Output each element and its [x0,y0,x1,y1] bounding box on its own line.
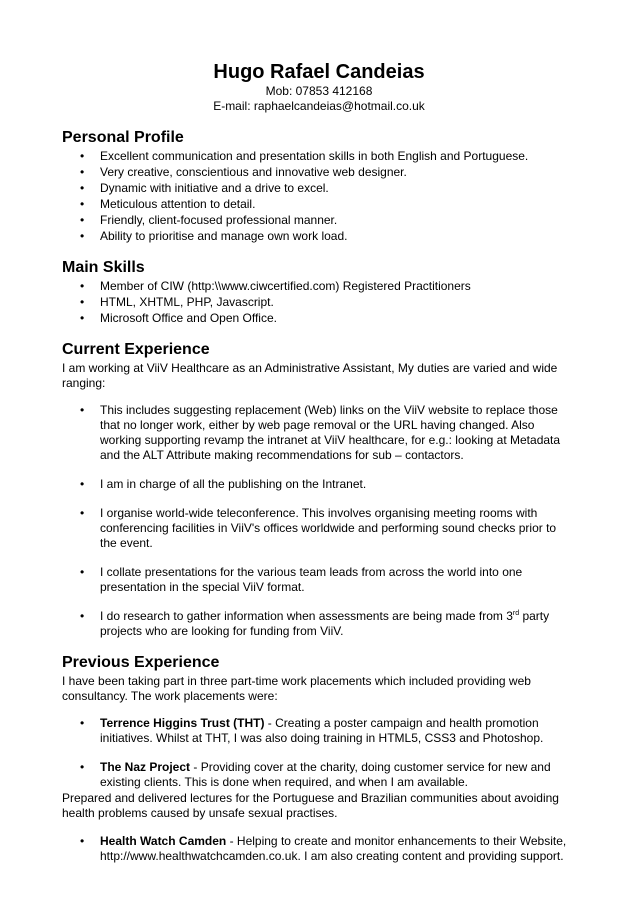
list-item [100,760,576,790]
research-text-end: party projects who are looking for funding from ViiV. [100,609,550,638]
email-address: E-mail: raphaelcandeias@hotmail.co.uk [213,99,425,113]
list-item: • Member of CIW (http:\\www.ciwcertified.com) Registered Practitioners [100,279,576,294]
placement-description: - Helping to create and monitor enhancements to their Website, http://www.healthwatchcamden.co.uk. I am also creating content and providing support. [100,834,567,863]
research-text-start: I do research to gather information when assessments are being made from 3 [100,609,513,623]
list-item: • Dynamic with initiative and a drive to excel. [100,181,576,196]
list-item: • Microsoft Office and Open Office. [100,311,576,326]
list-item: • Meticulous attention to detail. [100,197,576,212]
personal-profile-list [62,149,576,244]
placement-title: Health Watch Camden [100,834,227,848]
candidate-name: Hugo Rafael Candeias [213,61,425,83]
list-item: • This includes suggesting replacement (Web) links on the ViiV website to replace those that no longer work, either by web page removal or the URL having changed. Also working supporting revamp the intranet at ViiV healthcare, for e.g.: looking at Metadata and the ALT Attribute making recommendations for sub – contactors. [100,403,576,463]
list-item: • I am in charge of all the publishing on the Intranet. [100,477,576,492]
previous-experience-list [62,716,576,790]
ordinal-superscript: rd [512,610,520,617]
placement-description: - Creating a poster campaign and health promotion initiatives. Whilst at THT, I was also doing training in HTML5, CSS3 and Photoshop. [100,716,544,745]
previous-experience-list-2 [62,834,576,864]
list-item: • HTML, XHTML, PHP, Javascript. [100,295,576,310]
main-skills-list [62,279,576,326]
section-heading-main-skills: Main Skills [62,259,145,276]
list-item: • Ability to prioritise and manage own work load. [100,229,576,244]
previous-experience-intro: I have been taking part in three part-time work placements which included providing web consultancy. The work placements were: [62,674,531,703]
list-item: • I collate presentations for the various team leads from across the world into one presentation in the special ViiV format. [100,565,576,595]
placement-title: The Naz Project [100,760,191,774]
list-item: • Very creative, conscientious and innovative web designer. [100,165,576,180]
current-experience-intro: I am working at ViiV Healthcare as an Administrative Assistant, My duties are varied and wide ranging: [62,361,558,390]
list-item: • I organise world-wide teleconference. This involves organising meeting rooms with conferencing facilities in ViiV's offices worldwide and performing sound checks prior to the event. [100,506,576,551]
list-item [100,609,576,639]
list-item [100,716,576,746]
section-heading-personal-profile: Personal Profile [62,129,184,146]
naz-project-note: Prepared and delivered lectures for the Portuguese and Brazilian communities about avoiding health problems caused by unsafe sexual practises. [62,791,559,820]
placement-description: - Providing cover at the charity, doing customer service for new and existing clients. This is done when required, and when I am available. [100,760,551,789]
section-heading-previous-experience: Previous Experience [62,654,220,671]
mobile-number: Mob: 07853 412168 [265,84,373,98]
cv-header [62,60,576,114]
current-experience-list [62,403,576,639]
placement-title: Terrence Higgins Trust (THT) [100,716,265,730]
list-item [100,834,576,864]
list-item: • Friendly, client-focused professional manner. [100,213,576,228]
section-heading-current-experience: Current Experience [62,341,210,358]
list-item: • Excellent communication and presentation skills in both English and Portuguese. [100,149,576,164]
